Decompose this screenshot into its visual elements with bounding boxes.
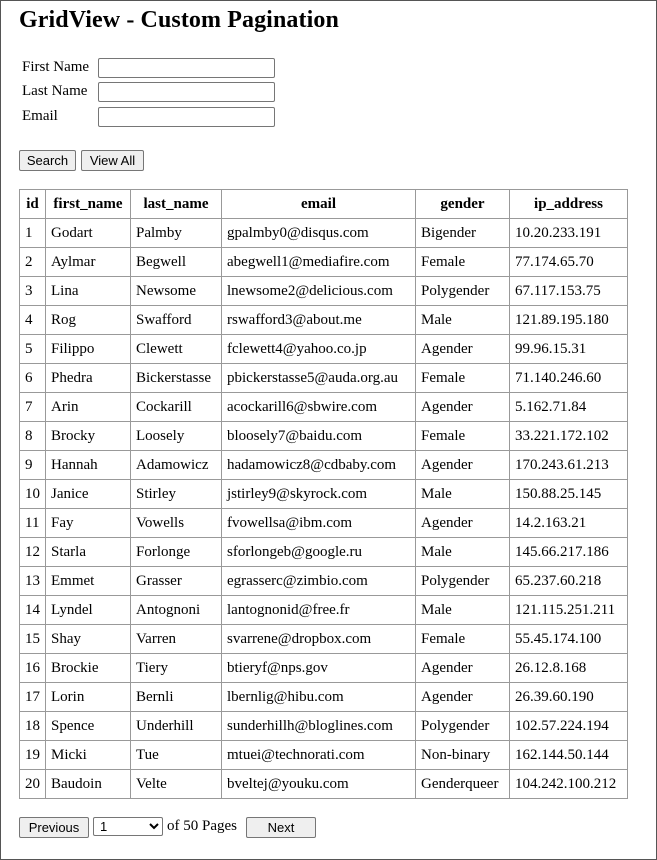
cell-ip-address: 77.174.65.70 [510, 248, 628, 277]
column-header-gender: gender [416, 190, 510, 219]
cell-first-name: Starla [46, 538, 131, 567]
table-row [20, 567, 628, 596]
table-row [20, 596, 628, 625]
cell-email: fvowellsa@ibm.com [222, 509, 416, 538]
cell-last-name: Bickerstasse [131, 364, 222, 393]
cell-first-name: Arin [46, 393, 131, 422]
cell-gender: Male [416, 596, 510, 625]
cell-last-name: Forlonge [131, 538, 222, 567]
cell-first-name: Godart [46, 219, 131, 248]
cell-gender: Polygender [416, 567, 510, 596]
cell-email: fclewett4@yahoo.co.jp [222, 335, 416, 364]
cell-last-name: Swafford [131, 306, 222, 335]
table-row [20, 654, 628, 683]
cell-gender: Female [416, 422, 510, 451]
cell-id: 20 [20, 770, 46, 799]
cell-gender: Male [416, 306, 510, 335]
data-grid [19, 189, 628, 799]
cell-last-name: Clewett [131, 335, 222, 364]
table-row [20, 277, 628, 306]
cell-ip-address: 145.66.217.186 [510, 538, 628, 567]
cell-last-name: Antognoni [131, 596, 222, 625]
cell-email: rswafford3@about.me [222, 306, 416, 335]
cell-gender: Bigender [416, 219, 510, 248]
cell-email: lantognonid@free.fr [222, 596, 416, 625]
cell-gender: Agender [416, 654, 510, 683]
cell-gender: Genderqueer [416, 770, 510, 799]
cell-id: 9 [20, 451, 46, 480]
cell-ip-address: 67.117.153.75 [510, 277, 628, 306]
table-row [20, 422, 628, 451]
cell-ip-address: 102.57.224.194 [510, 712, 628, 741]
table-row [20, 625, 628, 654]
cell-email: lnewsome2@delicious.com [222, 277, 416, 306]
cell-id: 6 [20, 364, 46, 393]
cell-last-name: Cockarill [131, 393, 222, 422]
cell-email: abegwell1@mediafire.com [222, 248, 416, 277]
table-body [20, 219, 628, 799]
cell-gender: Male [416, 538, 510, 567]
table-row [20, 712, 628, 741]
cell-ip-address: 55.45.174.100 [510, 625, 628, 654]
cell-gender: Female [416, 248, 510, 277]
table-row [20, 480, 628, 509]
cell-gender: Polygender [416, 712, 510, 741]
cell-id: 18 [20, 712, 46, 741]
cell-first-name: Filippo [46, 335, 131, 364]
header-row [20, 190, 628, 219]
cell-id: 15 [20, 625, 46, 654]
cell-email: hadamowicz8@cdbaby.com [222, 451, 416, 480]
cell-id: 19 [20, 741, 46, 770]
cell-first-name: Phedra [46, 364, 131, 393]
cell-gender: Agender [416, 335, 510, 364]
cell-first-name: Baudoin [46, 770, 131, 799]
cell-first-name: Lyndel [46, 596, 131, 625]
table-row [20, 741, 628, 770]
page-count-text: of 50 Pages [167, 818, 237, 834]
cell-gender: Polygender [416, 277, 510, 306]
cell-id: 13 [20, 567, 46, 596]
cell-ip-address: 33.221.172.102 [510, 422, 628, 451]
cell-last-name: Underhill [131, 712, 222, 741]
cell-ip-address: 10.20.233.191 [510, 219, 628, 248]
next-page-button[interactable]: Next [246, 817, 316, 838]
cell-email: mtuei@technorati.com [222, 741, 416, 770]
cell-email: egrasserc@zimbio.com [222, 567, 416, 596]
cell-first-name: Aylmar [46, 248, 131, 277]
column-header-ip-address: ip_address [510, 190, 628, 219]
search-button[interactable]: Search [19, 150, 76, 171]
cell-gender: Agender [416, 509, 510, 538]
cell-first-name: Emmet [46, 567, 131, 596]
cell-email: bveltej@youku.com [222, 770, 416, 799]
cell-gender: Non-binary [416, 741, 510, 770]
cell-first-name: Shay [46, 625, 131, 654]
column-header-last-name: last_name [131, 190, 222, 219]
column-header-id: id [20, 190, 46, 219]
table-row [20, 509, 628, 538]
table-row [20, 683, 628, 712]
table-row [20, 364, 628, 393]
cell-last-name: Loosely [131, 422, 222, 451]
cell-gender: Agender [416, 683, 510, 712]
cell-last-name: Grasser [131, 567, 222, 596]
cell-id: 7 [20, 393, 46, 422]
cell-ip-address: 121.89.195.180 [510, 306, 628, 335]
table-row [20, 335, 628, 364]
cell-first-name: Hannah [46, 451, 131, 480]
table-row [20, 219, 628, 248]
previous-page-button[interactable]: Previous [19, 817, 89, 838]
cell-last-name: Varren [131, 625, 222, 654]
cell-email: jstirley9@skyrock.com [222, 480, 416, 509]
cell-ip-address: 121.115.251.211 [510, 596, 628, 625]
page-title: GridView - Custom Pagination [19, 7, 339, 33]
email-input[interactable] [98, 107, 275, 127]
cell-email: sunderhillh@bloglines.com [222, 712, 416, 741]
cell-id: 1 [20, 219, 46, 248]
cell-ip-address: 71.140.246.60 [510, 364, 628, 393]
cell-last-name: Tiery [131, 654, 222, 683]
cell-last-name: Newsome [131, 277, 222, 306]
cell-ip-address: 162.144.50.144 [510, 741, 628, 770]
cell-last-name: Begwell [131, 248, 222, 277]
cell-id: 17 [20, 683, 46, 712]
email-label: Email [22, 108, 58, 124]
cell-gender: Agender [416, 393, 510, 422]
cell-last-name: Stirley [131, 480, 222, 509]
table-row [20, 306, 628, 335]
cell-first-name: Micki [46, 741, 131, 770]
cell-first-name: Spence [46, 712, 131, 741]
cell-email: svarrene@dropbox.com [222, 625, 416, 654]
column-header-email: email [222, 190, 416, 219]
cell-id: 3 [20, 277, 46, 306]
cell-last-name: Palmby [131, 219, 222, 248]
cell-email: btieryf@nps.gov [222, 654, 416, 683]
cell-first-name: Brockie [46, 654, 131, 683]
view-all-button[interactable]: View All [81, 150, 144, 171]
cell-id: 8 [20, 422, 46, 451]
cell-id: 16 [20, 654, 46, 683]
cell-ip-address: 26.12.8.168 [510, 654, 628, 683]
cell-id: 12 [20, 538, 46, 567]
column-header-first-name: first_name [46, 190, 131, 219]
cell-ip-address: 99.96.15.31 [510, 335, 628, 364]
cell-first-name: Fay [46, 509, 131, 538]
cell-first-name: Lorin [46, 683, 131, 712]
cell-first-name: Brocky [46, 422, 131, 451]
cell-ip-address: 170.243.61.213 [510, 451, 628, 480]
cell-email: pbickerstasse5@auda.org.au [222, 364, 416, 393]
cell-email: acockarill6@sbwire.com [222, 393, 416, 422]
page-number-select[interactable] [93, 817, 163, 836]
cell-id: 10 [20, 480, 46, 509]
cell-first-name: Rog [46, 306, 131, 335]
cell-email: sforlongeb@google.ru [222, 538, 416, 567]
cell-last-name: Velte [131, 770, 222, 799]
cell-gender: Female [416, 364, 510, 393]
cell-id: 5 [20, 335, 46, 364]
cell-first-name: Lina [46, 277, 131, 306]
cell-ip-address: 104.242.100.212 [510, 770, 628, 799]
last-name-input[interactable] [98, 82, 275, 102]
table-row [20, 770, 628, 799]
cell-ip-address: 26.39.60.190 [510, 683, 628, 712]
cell-ip-address: 65.237.60.218 [510, 567, 628, 596]
first-name-label: First Name [22, 59, 90, 75]
cell-ip-address: 14.2.163.21 [510, 509, 628, 538]
cell-gender: Agender [416, 451, 510, 480]
cell-gender: Female [416, 625, 510, 654]
cell-email: bloosely7@baidu.com [222, 422, 416, 451]
cell-last-name: Vowells [131, 509, 222, 538]
table-row [20, 451, 628, 480]
cell-last-name: Tue [131, 741, 222, 770]
table-row [20, 538, 628, 567]
table-row [20, 393, 628, 422]
cell-first-name: Janice [46, 480, 131, 509]
cell-email: gpalmby0@disqus.com [222, 219, 416, 248]
first-name-input[interactable] [98, 58, 275, 78]
cell-id: 2 [20, 248, 46, 277]
cell-id: 11 [20, 509, 46, 538]
cell-last-name: Adamowicz [131, 451, 222, 480]
cell-last-name: Bernli [131, 683, 222, 712]
cell-email: lbernlig@hibu.com [222, 683, 416, 712]
cell-id: 14 [20, 596, 46, 625]
cell-ip-address: 5.162.71.84 [510, 393, 628, 422]
cell-gender: Male [416, 480, 510, 509]
cell-ip-address: 150.88.25.145 [510, 480, 628, 509]
table-row [20, 248, 628, 277]
cell-id: 4 [20, 306, 46, 335]
last-name-label: Last Name [22, 83, 88, 99]
